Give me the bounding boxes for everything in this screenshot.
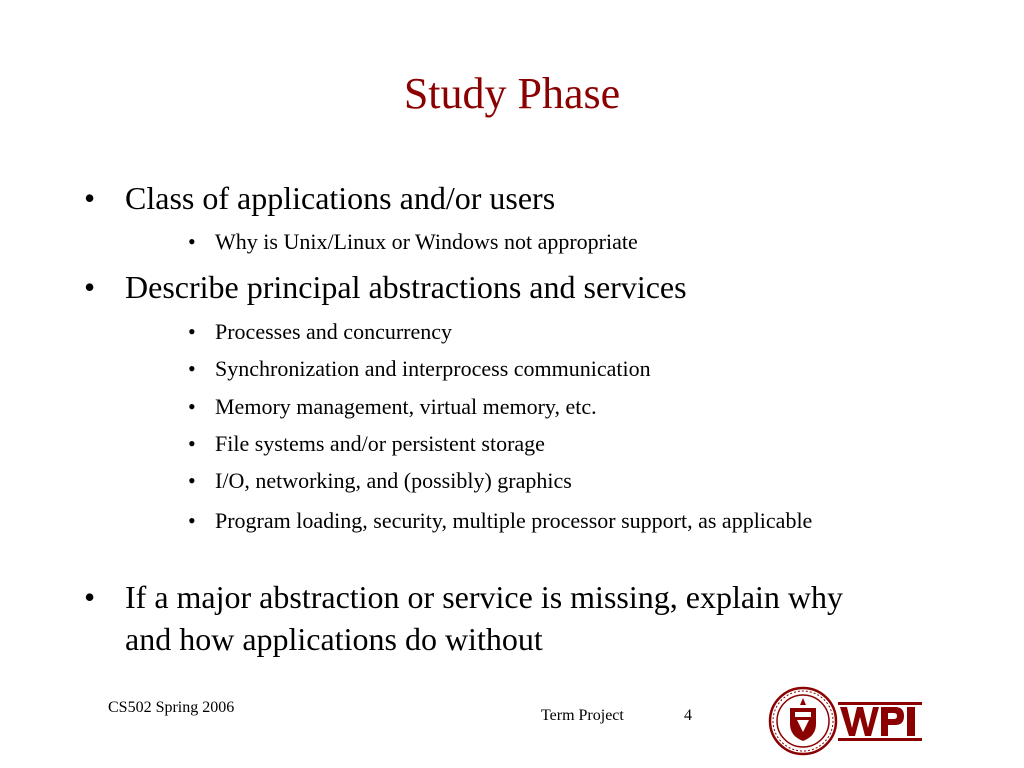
bullet-marker: • bbox=[84, 269, 96, 305]
sub-bullet-marker: • bbox=[188, 319, 196, 344]
sub-bullet-marker: • bbox=[188, 229, 196, 254]
sub-bullet-marker: • bbox=[188, 394, 196, 419]
sub-bullet-text: Memory management, virtual memory, etc. bbox=[215, 394, 597, 419]
footer-topic: Term Project bbox=[541, 707, 624, 724]
sub-bullet-marker: • bbox=[188, 468, 196, 493]
wpi-wordmark-icon bbox=[838, 702, 922, 741]
sub-bullet-text: Synchronization and interprocess communication bbox=[215, 356, 651, 381]
bullet-marker: • bbox=[84, 180, 96, 216]
sub-bullet-item bbox=[188, 507, 848, 535]
page-number: 4 bbox=[684, 707, 692, 724]
sub-bullet-text: Why is Unix/Linux or Windows not appropriate bbox=[215, 229, 638, 254]
sub-bullet-text: Processes and concurrency bbox=[215, 319, 453, 344]
sub-bullet-item bbox=[188, 467, 878, 495]
sub-bullet-marker: • bbox=[188, 431, 196, 456]
sub-bullet-item bbox=[188, 318, 878, 346]
sub-bullet-item bbox=[188, 228, 878, 256]
sub-bullet-item bbox=[188, 430, 878, 458]
bullet-text: If a major abstraction or service is missing, explain why and how applications do without bbox=[125, 579, 844, 657]
slide-title: Study Phase bbox=[403, 69, 621, 118]
bullet-item bbox=[84, 576, 844, 660]
sub-bullet-item bbox=[188, 355, 878, 383]
bullet-marker: • bbox=[84, 579, 96, 615]
wpi-logo bbox=[768, 686, 924, 756]
sub-bullet-marker: • bbox=[188, 356, 196, 381]
sub-bullet-marker: • bbox=[188, 508, 196, 533]
sub-bullet-text: I/O, networking, and (possibly) graphics bbox=[215, 468, 572, 493]
footer-course: CS502 Spring 2006 bbox=[108, 699, 235, 716]
seal-icon bbox=[770, 688, 836, 754]
sub-bullet-text: File systems and/or persistent storage bbox=[215, 431, 545, 456]
sub-bullet-text: Program loading, security, multiple processor support, as applicable bbox=[215, 508, 813, 533]
bullet-text: Class of applications and/or users bbox=[125, 180, 556, 216]
bullet-item bbox=[84, 177, 844, 219]
bullet-text: Describe principal abstractions and services bbox=[125, 269, 687, 305]
bullet-item bbox=[84, 266, 844, 308]
sub-bullet-item bbox=[188, 393, 878, 421]
